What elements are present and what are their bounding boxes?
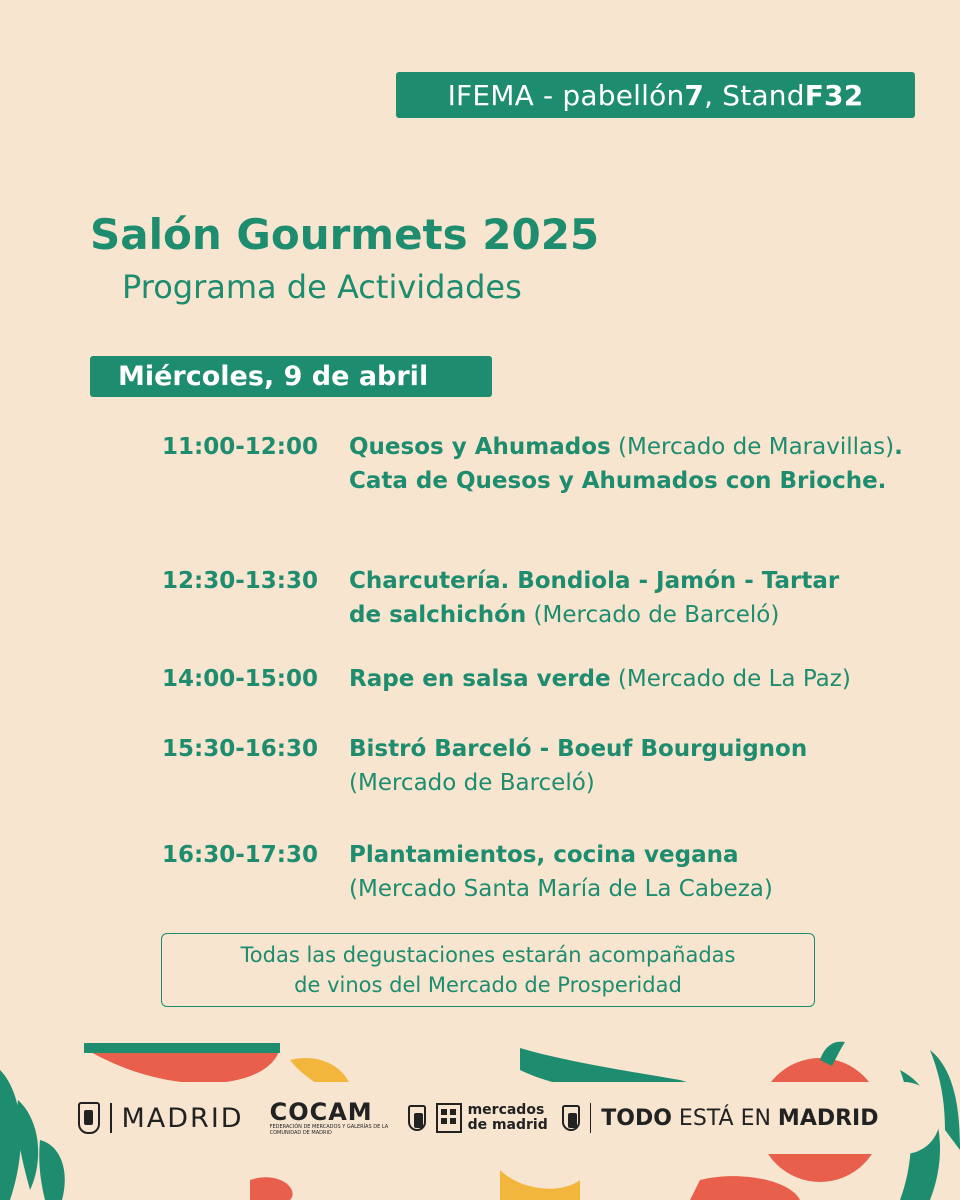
divider <box>590 1103 592 1133</box>
todo-esta-en-madrid-logo <box>601 1106 878 1131</box>
wine-note <box>161 933 815 1007</box>
activity-title: Quesos y Ahumados <box>349 434 611 460</box>
schedule-time: 14:00-15:00 <box>162 666 318 692</box>
madrid-shield-icon <box>562 1105 580 1131</box>
cocam-logo-text: COCAM <box>269 1098 373 1126</box>
madrid-word: MADRID <box>777 1105 879 1131</box>
schedule-time: 12:30-13:30 <box>162 568 318 594</box>
cocam-logo-subtext: FEDERACIÓN DE MERCADOS Y GALERÍAS DE LA COMUNIDAD DE MADRID <box>269 1124 389 1136</box>
schedule-time: 16:30-17:30 <box>162 842 318 868</box>
leaf-icon <box>39 1140 65 1200</box>
schedule-description <box>349 662 909 696</box>
activity-market: (Mercado de Barceló) <box>526 602 780 628</box>
madrid-shield-icon <box>408 1105 426 1131</box>
todo-word: TODO <box>601 1105 672 1131</box>
activity-title: Charcutería. Bondiola - Jamón - Tartar de salchichón <box>349 568 840 628</box>
schedule-description <box>349 564 869 632</box>
schedule-description <box>349 838 849 906</box>
mercados-de-madrid-logo <box>468 1103 548 1133</box>
schedule-time: 15:30-16:30 <box>162 736 318 762</box>
activity-market: (Mercado Santa María de La Cabeza) <box>349 876 773 902</box>
activity-market: (Mercado de La Paz) <box>610 666 851 692</box>
schedule-description <box>349 430 909 498</box>
madrid-logo: MADRID <box>121 1102 244 1134</box>
venue-stand: F32 <box>804 78 864 112</box>
schedule-description <box>349 732 829 800</box>
divider <box>110 1103 112 1133</box>
page-subtitle: Programa de Actividades <box>122 268 522 306</box>
venue-pavilion: 7 <box>684 78 705 112</box>
activity-title: Rape en salsa verde <box>349 666 611 692</box>
activity-detail: . Cata de Quesos y Ahumados con Brioche. <box>349 434 903 494</box>
esta-en-words: ESTÁ EN <box>671 1105 778 1131</box>
mercados-icon <box>436 1103 462 1133</box>
mercados-line1: mercados <box>467 1102 545 1118</box>
orange-icon <box>500 1170 580 1200</box>
leaf-icon <box>17 1100 38 1190</box>
activity-title: Plantamientos, cocina vegana <box>349 842 739 868</box>
day-badge: Miércoles, 9 de abril <box>90 356 492 397</box>
watermelon-icon <box>84 1048 280 1083</box>
cocam-logo <box>270 1100 390 1136</box>
venue-badge <box>396 72 915 118</box>
activity-title: Bistró Barceló - Boeuf Bourguignon <box>349 736 808 762</box>
madrid-shield-icon <box>78 1102 100 1134</box>
page-title: Salón Gourmets 2025 <box>90 210 600 259</box>
activity-market: (Mercado de Maravillas) <box>610 434 895 460</box>
activity-market: (Mercado de Barceló) <box>349 770 595 796</box>
schedule-time: 11:00-12:00 <box>162 434 318 460</box>
wine-note-line2: de vinos del Mercado de Prosperidad <box>294 973 682 997</box>
sponsor-logo-bar <box>62 1082 940 1154</box>
mercados-line2: de madrid <box>467 1117 548 1133</box>
leaf-icon <box>0 1070 21 1200</box>
wine-note-line1: Todas las degustaciones estarán acompañadas <box>240 943 736 967</box>
venue-middle: , Stand <box>704 78 805 112</box>
venue-prefix: IFEMA - pabellón <box>447 78 685 112</box>
